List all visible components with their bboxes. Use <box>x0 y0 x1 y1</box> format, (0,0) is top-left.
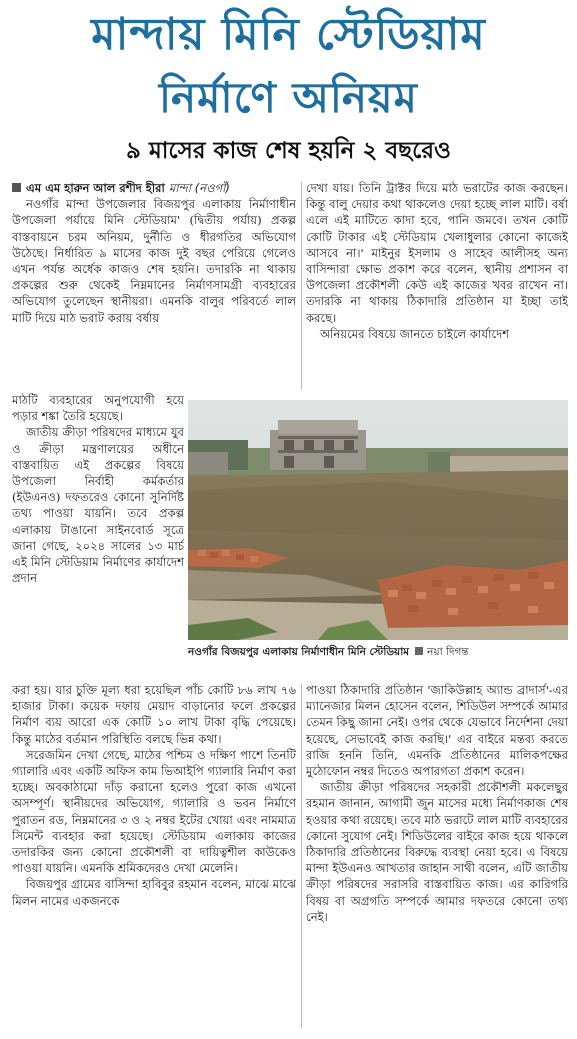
article-paragraph: সরেজমিন দেখা গেছে, মাঠের পশ্চিম ও দক্ষিণ পাশে তিনটি গ্যালারি এবং একটি অফিস কাম ভিআইপি গ্যালারি নির্মাণ করা হচ্ছে। অবকাঠামো দাঁড় করানো হলেও পুরো কাজ এখনো অসম্পূর্ণ। স্থানীয়দের অভিযোগ, গ্যালারি ও ভবন নির্মাণে পুরাতন রড, নিম্নমানের ৩ ও ২ নম্বর ইটের খোয়া এবং নামমাত্র সিমেন্ট ব্যবহার করা হয়েছে। স্টেডিয়াম এলাকায় কাজের তদারকির জন্য কোনো প্রকৌশলী বা দায়িত্বশীল কাউকেও পাওয়া যায়নি। এমনকি শ্রমিকদেরও দেখা মেলেনি। <box>12 747 296 876</box>
article-column-1-bottom <box>12 682 296 1030</box>
bullet-square-icon <box>415 647 423 655</box>
bullet-square-icon <box>12 183 21 192</box>
article-column-2-top <box>306 180 568 392</box>
article-paragraph: পাওয়া ঠিকাদারি প্রতিষ্ঠান 'জাকিউল্লাহ অ্যান্ড ব্রাদার্স'-এর ম্যানেজার মিলন হোসেন বলেন, শিডিউল সম্পর্কে আমার তেমন কিছু জানা নেই। ওপর থেকে যেভাবে নির্দেশনা দেয়া হয়েছে, সেভাবেই কাজ করছি।' এর বাইরে মন্তব্য করতে রাজি হননি তিনি, এমনকি প্রতিষ্ঠানের মালিকপক্ষের মুঠোফোন নম্বর দিতেও অপারগতা প্রকাশ করেন। <box>306 683 568 779</box>
photo-caption-text: নওগাঁর বিজয়পুর এলাকায় নির্মাণাধীন মিনি স্টেডিয়াম <box>188 646 410 658</box>
article-paragraph: জাতীয় ক্রীড়া পরিষদের মাধ্যমে যুব ও ক্রীড়া মন্ত্রণালয়ের অধীনে বাস্তবায়িত এই প্রকল্পের বিষয়ে উপজেলা নির্বাহী কর্মকর্তার (ইউএনও) দফতরেও কোনো সুনির্দিষ্ট তথ্য পাওয়া যায়নি। তবে প্রকল্প এলাকায় টাঙানো সাইনবোর্ড সূত্রে জানা গেছে, ২০২৪ সালের ১৩ মার্চ এই মিনি স্টেডিয়াম নির্মাণের কার্যাদেশ প্রদান <box>12 425 184 586</box>
article-paragraph: নওগাঁর মান্দা উপজেলার বিজয়পুর এলাকায় নির্মাণাধীন উপজেলা পর্যায়ে মিনি স্টেডিয়াম' (দ্বিতীয় পর্যায়) প্রকল্প বাস্তবায়নে চরম অনিয়ম, দুর্নীতি ও ধীরগতির অভিযোগ উঠেছে। নির্ধারিত ৯ মাসের কাজ দুই বছর পেরিয়ে গেলেও এখন পর্যন্ত অর্ধেক কাজও শেষ হয়নি। তদারকি না থাকায় প্রকল্পের শুরু থেকেই নিম্নমানের নির্মাণসামগ্রী ব্যবহারের অভিযোগ তুলেছেন স্থানীয়রা। এমনকি বালুর পরিবর্তে লাল মাটি দিয়ে মাঠ ভরাট করায় বর্ষায় <box>12 197 296 325</box>
byline <box>12 180 296 196</box>
headline-line-2: নির্মাণে অনিয়ম <box>158 73 418 122</box>
article-column-1-middle <box>12 392 184 680</box>
article-column-2-bottom <box>306 682 568 1030</box>
column-divider-bottom <box>301 684 302 1028</box>
article-paragraph: বিজয়পুর গ্রামের বাসিন্দা হাবিবুর রহমান বলেন, মাঝে মাঝে মিলন নামের একজনকে <box>12 877 296 908</box>
article-paragraph: করা হয়। যার চুক্তি মূল্য ধরা হয়েছিল পাঁচ কোটি ৮৬ লাখ ৭৬ হাজার টাকা। কয়েক দফায় মেয়াদ বাড়ানোর ফলে প্রকল্পের নির্মাণ ব্যয় আরো এক কোটি ১০ লাখ টাকা বৃদ্ধি পেয়েছে। কিন্তু মাঠের বর্তমান পরিস্থিতি বলছে ভিন্ন কথা। <box>12 683 296 746</box>
subheadline: ৯ মাসের কাজ শেষ হয়নি ২ বছরেও <box>126 138 451 164</box>
article-paragraph: জাতীয় ক্রীড়া পরিষদের সহকারী প্রকৌশলী মকলেছুর রহমান জানান, আগামী জুন মাসের মধ্যে নির্মাণকাজ শেষ হওয়ার কথা রয়েছে। তবে মাঠ ভরাটে লাল মাটি ব্যবহারের কোনো সুযোগ নেই। শিডিউলের বাইরে কাজ হয়ে থাকলে ঠিকাদারি প্রতিষ্ঠানের বিরুদ্ধে ব্যবস্থা নেয়া হবে। এ বিষয়ে মান্দা ইউএনও আখতার জাহান সাথী বলেন, এটি জাতীয় ক্রীড়া পরিষদের সরাসরি বাস্তবায়িত কাজ। এর কারিগরি বিষয় বা অগ্রগতি সম্পর্কে আমার দফতরে কোনো তথ্য নেই। <box>306 780 568 924</box>
column-divider-top <box>301 182 302 390</box>
headline-line-1: মান্দায় মিনি স্টেডিয়াম <box>91 9 486 60</box>
photo-caption <box>188 645 568 665</box>
article-paragraph: অনিয়মের বিষয়ে জানতে চাইলে কার্যাদেশ <box>320 326 510 341</box>
article-paragraph: মাঠটি ব্যবহারের অনুপযোগী হয়ে পড়ার শঙ্কা তৈরি হয়েছে। <box>12 393 184 424</box>
byline-location: মান্দা (নওগাঁ) <box>168 181 230 195</box>
article-paragraph: দেখা যায়। তিনি ট্রাক্টর দিয়ে মাঠ ভরাটের কাজ করছেন। কিন্তু বালু দেয়ার কথা থাকলেও দেয়া হচ্ছে লাল মাটি। বর্ষা এলে এই মাটিতে কাদা হবে, পানি জমবে। তখন কোটি কোটি টাকার এই স্টেডিয়াম খেলাধুলার কোনো কাজেই আসবে না।' মাইনুর ইসলাম ও সাহেব আলীসহ অন্য বাসিন্দারা ক্ষোভ প্রকাশ করে বলেন, স্থানীয় প্রশাসন বা উপজেলা প্রকৌশলী কেউ এই কাজের খবর রাখেন না। তদারকি না থাকায় ঠিকাদারি প্রতিষ্ঠান যা ইচ্ছা তাই করছে। <box>306 181 568 325</box>
photo-credit: নয়া দিগন্ত <box>427 646 469 658</box>
stadium-photo <box>188 400 568 640</box>
article-column-1-top <box>12 180 296 392</box>
byline-author: এম এম হারুন আল রশীদ হীরা <box>26 181 165 195</box>
